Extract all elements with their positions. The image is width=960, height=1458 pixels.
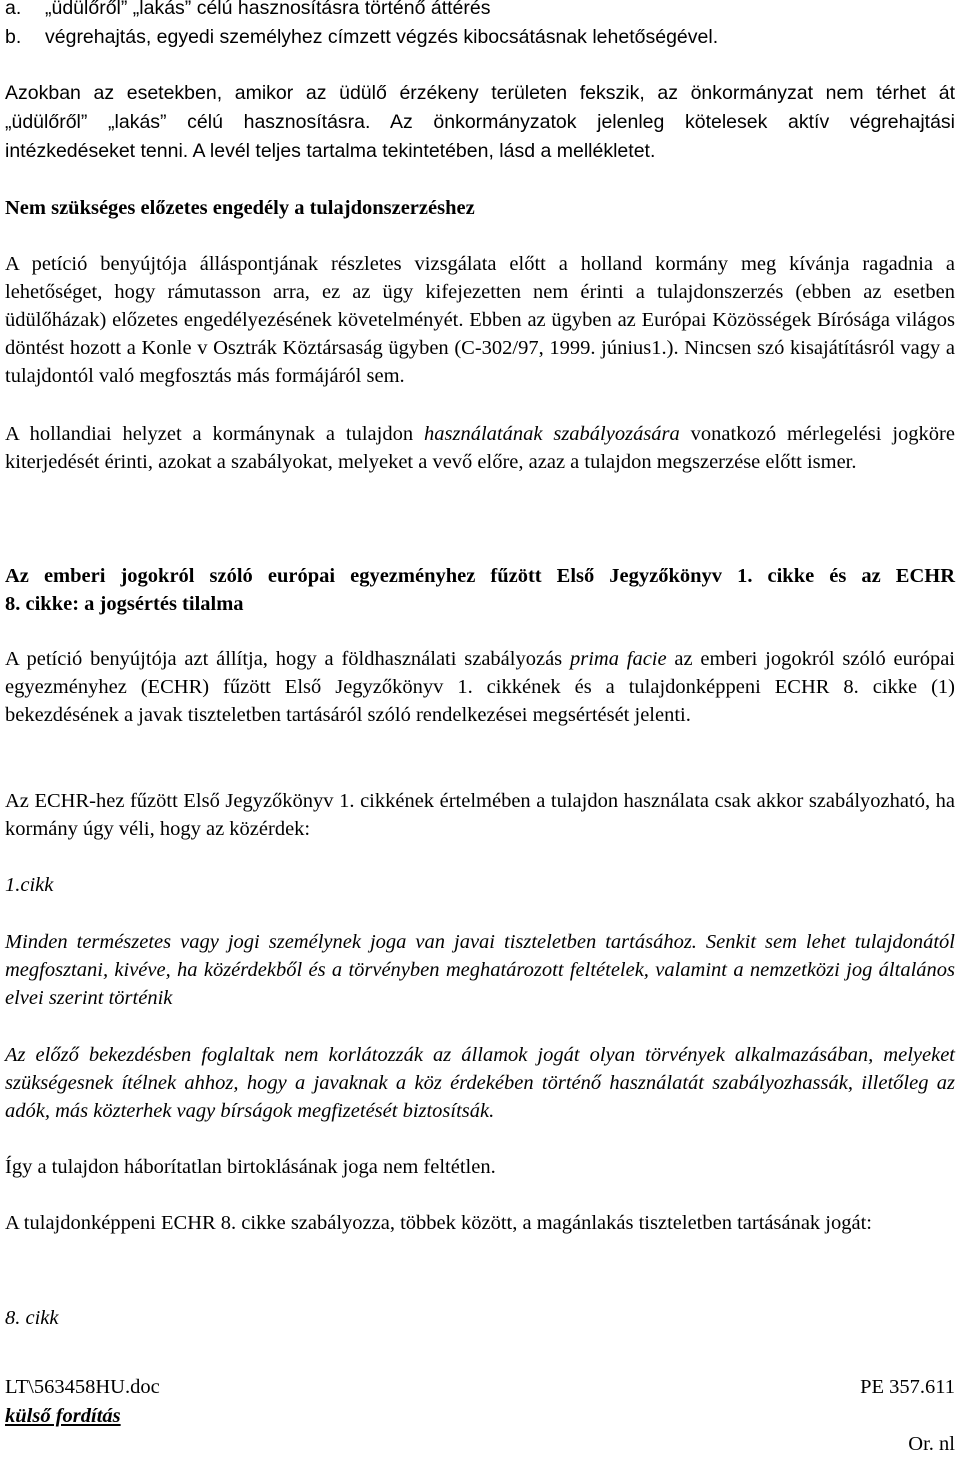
paragraph-conclusion: Így a tulajdon háborítatlan birtoklásának joga nem feltétlen.	[5, 1156, 496, 1178]
list-block	[5, 0, 955, 52]
list-text: „üdülőről” „lakás” célú hasznosításra történő áttérés	[45, 0, 491, 19]
quote-article-1-para-1: Minden természetes vagy jogi személynek joga van javai tiszteletben tartásához. Senkit sem lehet tulajdonától megfosztani, kivéve, ha közérdekből és a törvényben meghatározott feltételek, valamint a nemzetközi jog általános elvei szerint történik	[5, 931, 955, 1009]
paragraph-line: „üdülőről” „lakás” célú hasznosításra. Az önkormányzatok jelenleg kötelesek aktív végrehajtási	[5, 111, 955, 133]
paragraph-article-8-intro: A tulajdonképpeni ECHR 8. cikke szabályozza, többek között, a magánlakás tiszteletben tartásának jogát:	[5, 1212, 872, 1234]
article-1-title: 1.cikk	[5, 874, 54, 896]
paragraph-prima-facie	[5, 645, 955, 729]
paragraph-protocol-article: Az ECHR-hez fűzött Első Jegyzőkönyv 1. cikkének értelmében a tulajdon használata csak akkor szabályozható, ha kormány úgy véli, hogy az közérdek:	[5, 790, 955, 840]
section-heading-echr	[5, 562, 955, 618]
quote-article-1-para-2: Az előző bekezdésben foglaltak nem korlátozzák az államok jogát olyan törvények alkalmazásában, melyeket szükségesnek ítélnek ahhoz, hogy a javaknak a köz érdekében történő használatát szabályozhassák, illetőleg az adók, más közterhek vagy bírságok megfizetését biztosítsák.	[5, 1044, 955, 1122]
list-marker: a.	[5, 0, 22, 19]
paragraph-sensitive-area	[5, 79, 955, 166]
emphasis-text: prima facie	[569, 648, 667, 670]
paragraph-petition-review: A petíció benyújtója álláspontjának részletes vizsgálata előtt a holland kormány meg kívánja ragadnia a lehetőséget, hogy rámutasson arra, ez az ügy kifejezetten nem érinti a tulajdonszerzés (ebben az esetben üdülőházak) előzetes engedélyezésének követelményét. Ebben az ügyben az Európai Közösségek Bírósága világos döntést hozott a Konle v Osztrák Köztársaság ügyben (C-302/97, 1999. június1.). Nincsen szó kisajátításról vagy a tulajdontól való megfosztás más formájáról sem.	[5, 253, 955, 387]
heading-line: Az emberi jogokról szóló európai egyezményhez fűzött Első Jegyzőkönyv 1. cikke és az ECHR	[5, 565, 955, 587]
section-heading-no-permit: Nem szükséges előzetes engedély a tulajdonszerzéshez	[5, 197, 475, 219]
footer-row-refs	[5, 1373, 955, 1401]
list-marker: b.	[5, 26, 22, 48]
translation-label: külső fordítás	[5, 1405, 121, 1427]
document-reference: LT\563458HU.doc	[5, 1376, 160, 1398]
list-item-a	[5, 0, 955, 23]
original-language: Or. nl	[908, 1433, 955, 1455]
list-item-b	[5, 23, 955, 52]
paragraph-line: intézkedéseket tenni. A levél teljes tartalma tekintetében, lásd a mellékletet.	[5, 140, 656, 162]
text-run: az emberi jogokról szóló európai egyezményhez (ECHR) fűzött Első Jegyzőkönyv 1. cikkének és a tulajdonképpeni ECHR 8. cikke (1) bekezdésének a javak tiszteletben tartásáról szóló rendelkezései megsértését jelenti.	[5, 648, 955, 726]
paragraph-line: Azokban az esetekben, amikor az üdülő érzékeny területen fekszik, az önkormányzat nem térhet át	[5, 82, 955, 104]
emphasis-text: használatának szabályozására	[424, 423, 680, 445]
text-run: vonatkozó mérlegelési jogköre kiterjedését érinti, azokat a szabályokat, melyeket a vevő előre, azaz a tulajdon megszerzése előtt ismer.	[5, 423, 955, 473]
article-8-title: 8. cikk	[5, 1307, 59, 1329]
text-run: A petíció benyújtója azt állítja, hogy a földhasználati szabályozás	[5, 648, 570, 670]
heading-line: 8. cikke: a jogsértés tilalma	[5, 593, 244, 615]
pe-reference: PE 357.611	[860, 1376, 955, 1398]
paragraph-dutch-situation	[5, 420, 955, 476]
list-text: végrehajtás, egyedi személyhez címzett végzés kibocsátásnak lehetőségével.	[45, 26, 719, 48]
text-run: A hollandiai helyzet a kormánynak a tulajdon	[5, 423, 424, 445]
